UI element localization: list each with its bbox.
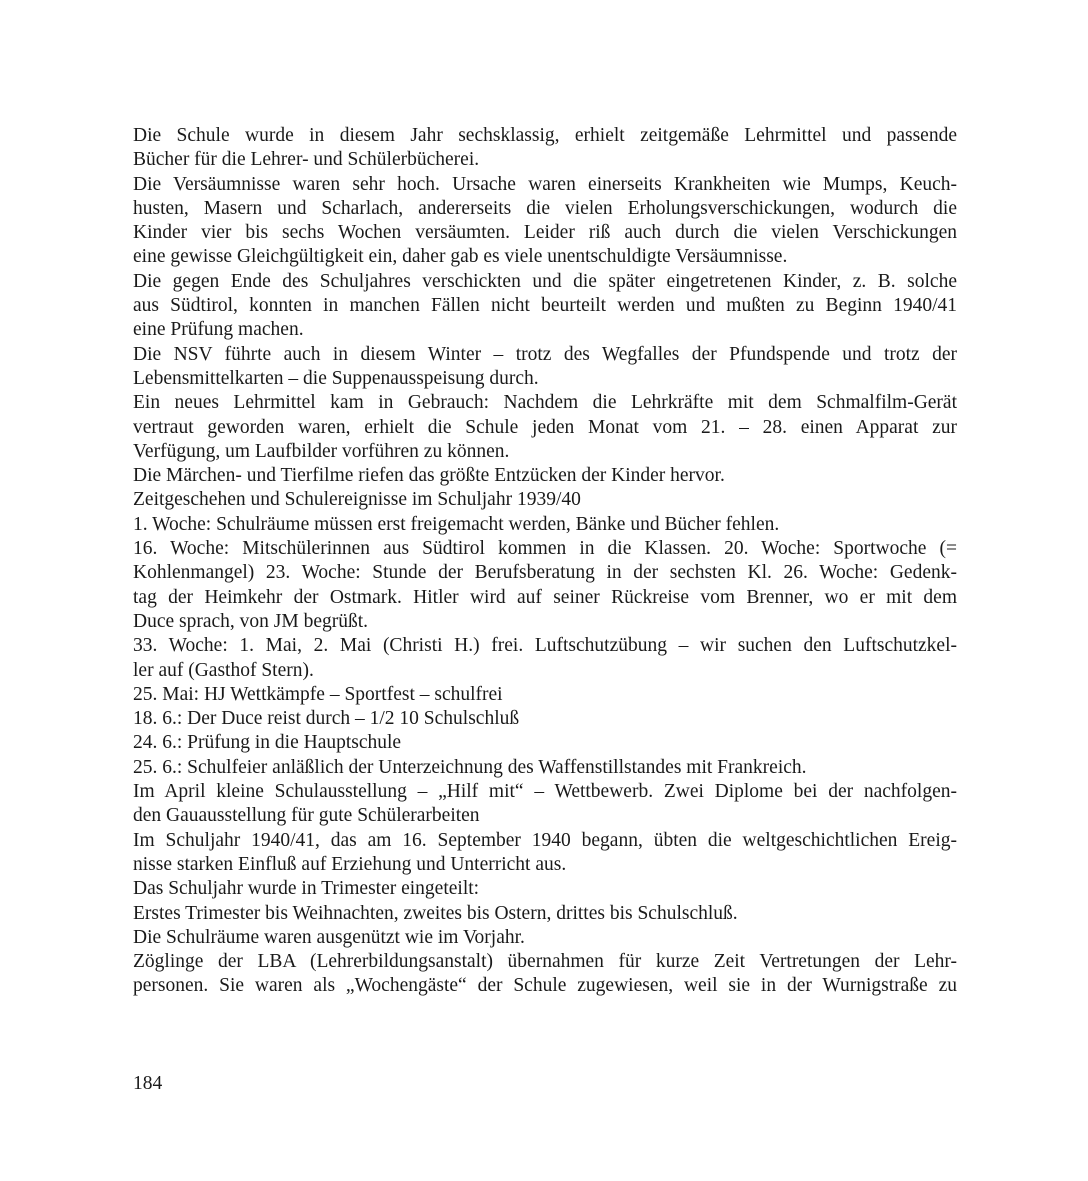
text-line: personen. Sie waren als „Wochengäste“ der Schule zugewiesen, weil sie in der Wurnigstraße zu [133, 975, 957, 997]
text-line: Zöglinge der LBA (Lehrerbildungsanstalt) übernahmen für kurze Zeit Vertretungen der Lehr- [133, 951, 957, 973]
text-line: Duce sprach, von JM begrüßt. [133, 610, 369, 632]
text-line: Kohlenmangel) 23. Woche: Stunde der Berufsberatung in der sechsten Kl. 26. Woche: Gedenk- [133, 562, 957, 584]
text-line: 25. 6.: Schulfeier anläßlich der Unterzeichnung des Waffenstillstandes mit Frankreich. [133, 756, 807, 778]
text-line: 24. 6.: Prüfung in die Hauptschule [133, 732, 402, 754]
text-line: 25. Mai: HJ Wettkämpfe – Sportfest – schulfrei [133, 683, 503, 705]
text-line: Die Märchen- und Tierfilme riefen das größte Entzücken der Kinder hervor. [133, 465, 725, 487]
text-line: Verfügung, um Laufbilder vorführen zu können. [133, 440, 510, 462]
text-line: Die gegen Ende des Schuljahres verschickten und die später eingetretenen Kinder, z. B. solche [133, 270, 957, 292]
text-line: aus Südtirol, konnten in manchen Fällen nicht beurteilt werden und mußten zu Beginn 1940/41 [133, 295, 957, 317]
text-line: Kinder vier bis sechs Wochen versäumten. Leider riß auch durch die vielen Verschickungen [133, 222, 957, 244]
text-line: Lebensmittelkarten – die Suppenausspeisung durch. [133, 367, 539, 389]
text-line: eine Prüfung machen. [133, 319, 304, 341]
text-line: Die NSV führte auch in diesem Winter – trotz des Wegfalles der Pfundspende und trotz der [133, 343, 957, 365]
text-line: eine gewisse Gleichgültigkeit ein, daher gab es viele unentschuldigte Versäumnisse. [133, 246, 788, 268]
text-line: 16. Woche: Mitschülerinnen aus Südtirol kommen in die Klassen. 20. Woche: Sportwoche (= [133, 538, 957, 560]
text-line: Zeitgeschehen und Schulereignisse im Schuljahr 1939/40 [133, 489, 581, 511]
text-line: 18. 6.: Der Duce reist durch – 1/2 10 Schulschluß [133, 708, 520, 730]
text-line: Das Schuljahr wurde in Trimester eingeteilt: [133, 878, 480, 900]
body-text [133, 124, 957, 999]
text-line: Im April kleine Schulausstellung – „Hilf mit“ – Wettbewerb. Zwei Diplome bei der nachfolgen- [133, 781, 957, 803]
text-line: husten, Masern und Scharlach, andererseits die vielen Erholungsverschickungen, wodurch die [133, 197, 957, 219]
text-line: tag der Heimkehr der Ostmark. Hitler wird auf seiner Rückreise vom Brenner, wo er mit dem [133, 586, 957, 608]
text-line: Im Schuljahr 1940/41, das am 16. September 1940 begann, übten die weltgeschichtlichen Ereig- [133, 829, 957, 851]
text-line: Bücher für die Lehrer- und Schülerbücherei. [133, 149, 480, 171]
text-line: Ein neues Lehrmittel kam in Gebrauch: Nachdem die Lehrkräfte mit dem Schmalfilm-Gerät [133, 392, 957, 414]
text-line: nisse starken Einfluß auf Erziehung und Unterricht aus. [133, 853, 567, 875]
text-line: 33. Woche: 1. Mai, 2. Mai (Christi H.) frei. Luftschutzübung – wir suchen den Luftschutzkel- [133, 635, 957, 657]
text-line: den Gauausstellung für gute Schülerarbeiten [133, 805, 480, 827]
page-number: 184 [133, 1073, 163, 1094]
text-line: Die Schule wurde in diesem Jahr sechsklassig, erhielt zeitgemäße Lehrmittel und passende [133, 125, 957, 146]
text-line: 1. Woche: Schulräume müssen erst freigemacht werden, Bänke und Bücher fehlen. [133, 513, 780, 535]
text-line: vertraut geworden waren, erhielt die Schule jeden Monat vom 21. – 28. einen Apparat zur [133, 416, 957, 438]
text-line: Die Versäumnisse waren sehr hoch. Ursache waren einerseits Krankheiten wie Mumps, Keuch- [133, 173, 957, 195]
text-line: Die Schulräume waren ausgenützt wie im Vorjahr. [133, 926, 525, 948]
text-line: ler auf (Gasthof Stern). [133, 659, 314, 681]
text-line: Erstes Trimester bis Weihnachten, zweites bis Ostern, drittes bis Schulschluß. [133, 902, 738, 924]
